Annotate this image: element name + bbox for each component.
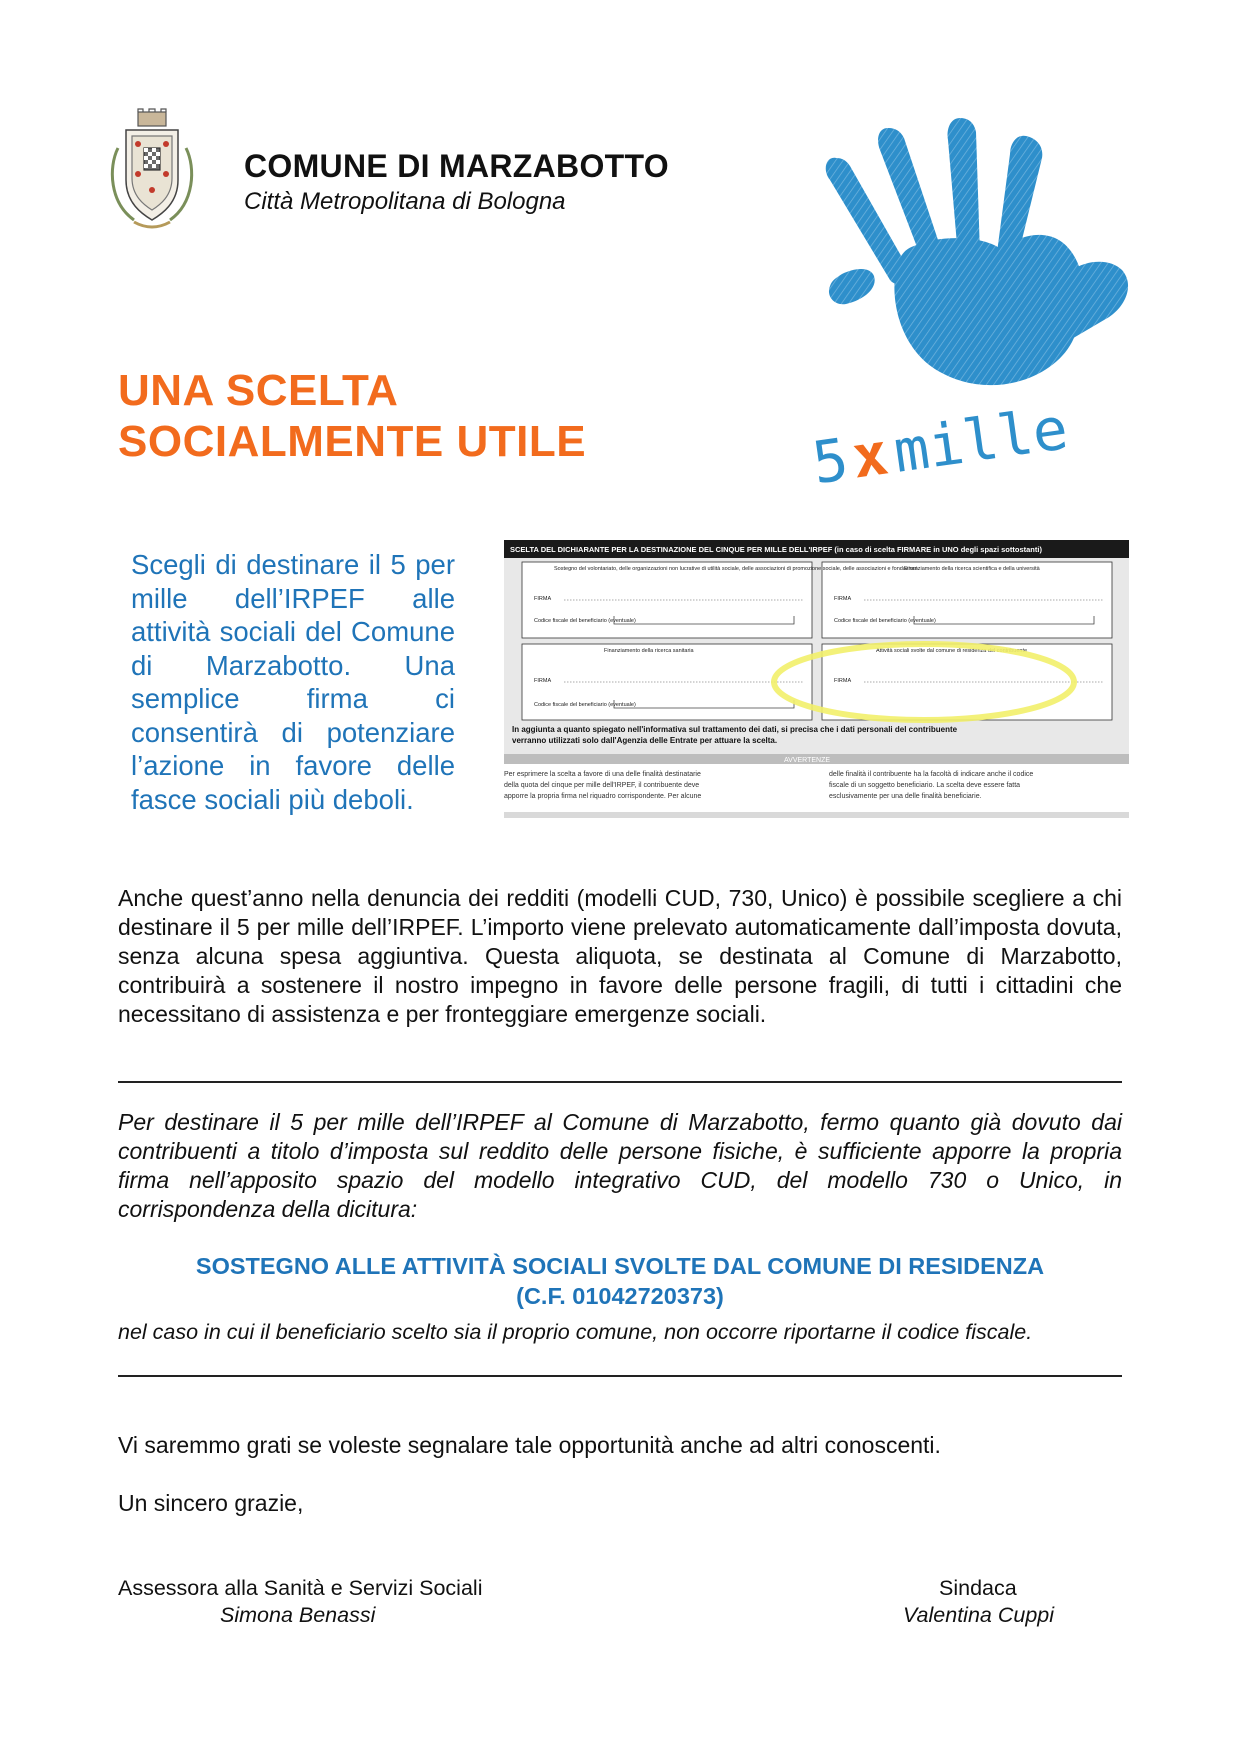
form-codice-1: Codice fiscale del beneficiario (eventuale) [534,618,636,624]
tax-form-image [504,540,1129,818]
form-box1-title: Sostegno del volontariato, delle organizzazioni non lucrative di utilità sociale, delle associazioni di promozione sociale, delle associazioni e fondazioni [554,566,918,572]
closing-line-1: Vi saremmo grati se voleste segnalare tale opportunità anche ad altri conoscenti. [118,1432,941,1458]
municipal-crest-icon [104,108,200,234]
form-footer-2: verranno utilizzati solo dall'Agenzia delle Entrate per attuare la scelta. [512,736,778,745]
org-name: COMUNE DI MARZABOTTO [244,148,669,184]
form-box4-title: Attività sociali svolte dal comune di residenza del contribuente [876,648,1028,654]
body-paragraph-1: Anche quest’anno nella denuncia dei redditi (modelli CUD, 730, Unico) è possibile scegliere a chi destinare il 5 per mille dell’IRPEF. L’importo viene prelevato automaticamente dall’imposta dovuta, senza alcuna spesa aggiuntiva. Questa aliquota, se destinata al Comune di Marzabotto, contribuirà a sostenere il nostro impegno in favore delle persone fragili, di tutti i cittadini che necessitano di assistenza e per fronteggiare emergenze sociali. [118,885,1122,1027]
form-codice-2: Codice fiscale del beneficiario (eventuale) [834,618,936,624]
form-codice-3: Codice fiscale del beneficiario (eventuale) [534,702,636,708]
form-firma-3: FIRMA [534,678,552,684]
closing-line-2: Un sincero grazie, [118,1490,304,1516]
intro-text: Scegli di destinare il 5 per mille dell’IRPEF alle attività sociali del Comune di Marzabotto. Una semplice firma ci consentirà di potenziare l’azione in favore delle fasce sociali più deboli. [131,549,455,815]
form-firma-4: FIRMA [834,678,852,684]
form-footer-1: In aggiunta a quanto spiegato nell'informativa sul trattamento dei dati, si precisa che i dati personali del contribuente [512,725,958,734]
signature-right-role: Sindaca [939,1576,1017,1600]
form-firma-2: FIRMA [834,596,852,602]
form-warn-right-1: delle finalità il contribuente ha la facoltà di indicare anche il codice [829,771,1034,778]
title-line-1: UNA SCELTA [118,366,399,415]
signature-left-name: Simona Benassi [220,1603,376,1627]
form-box3-title: Finanziamento della ricerca sanitaria [604,648,694,654]
signature-left-role: Assessora alla Sanità e Servizi Sociali [118,1576,483,1600]
logo-x: x [847,419,892,492]
form-header: SCELTA DEL DICHIARANTE PER LA DESTINAZIONE DEL CINQUE PER MILLE DELL'IRPEF (in caso di scelta FIRMARE in UNO degli spazi sottostanti) [510,545,1042,554]
form-warn-left-2: della quota del cinque per mille dell'IRPEF, il contribuente deve [504,782,700,789]
form-warn-left-3: apporre la propria firma nel riquadro corrispondente. Per alcune [504,793,702,800]
hand-logo-icon [790,110,1170,500]
title-line-2: SOCIALMENTE UTILE [118,417,587,466]
form-warn-right-3: esclusivamente per una delle finalità beneficiarie. [829,793,982,800]
highlight-line-1: SOSTEGNO ALLE ATTIVITÀ SOCIALI SVOLTE DAL COMUNE DI RESIDENZA [195,1253,1045,1279]
form-firma-1: FIRMA [534,596,552,602]
note-text: nel caso in cui il beneficiario scelto sia il proprio comune, non occorre riportarne il codice fiscale. [118,1320,1033,1344]
signature-right-name: Valentina Cuppi [903,1603,1055,1627]
divider [118,1081,1122,1083]
body-paragraph-2: Per destinare il 5 per mille dell’IRPEF al Comune di Marzabotto, fermo quanto già dovuto dai contribuenti a titolo d’imposta sul reddito delle persone fisiche, è sufficiente apporre la propria firma nell’apposito spazio del modello integrativo CUD, del modello 730 o Unico, in corrispondenza della dicitura: [118,1109,1122,1222]
logo-word: mille [889,394,1072,486]
form-warn-left-1: Per esprimere la scelta a favore di una delle finalità destinatarie [504,771,701,778]
form-box2-title: Finanziamento della ricerca scientifica e della università [904,566,1040,572]
org-subtitle: Città Metropolitana di Bologna [244,188,566,215]
form-avvertenze: AVVERTENZE [784,757,831,764]
divider [118,1375,1122,1377]
form-warn-right-2: fiscale di un soggetto beneficiario. La scelta deve essere fatta [829,782,1021,789]
highlight-line-2: (C.F. 01042720373) [516,1283,724,1309]
logo-digit: 5 [808,425,853,498]
